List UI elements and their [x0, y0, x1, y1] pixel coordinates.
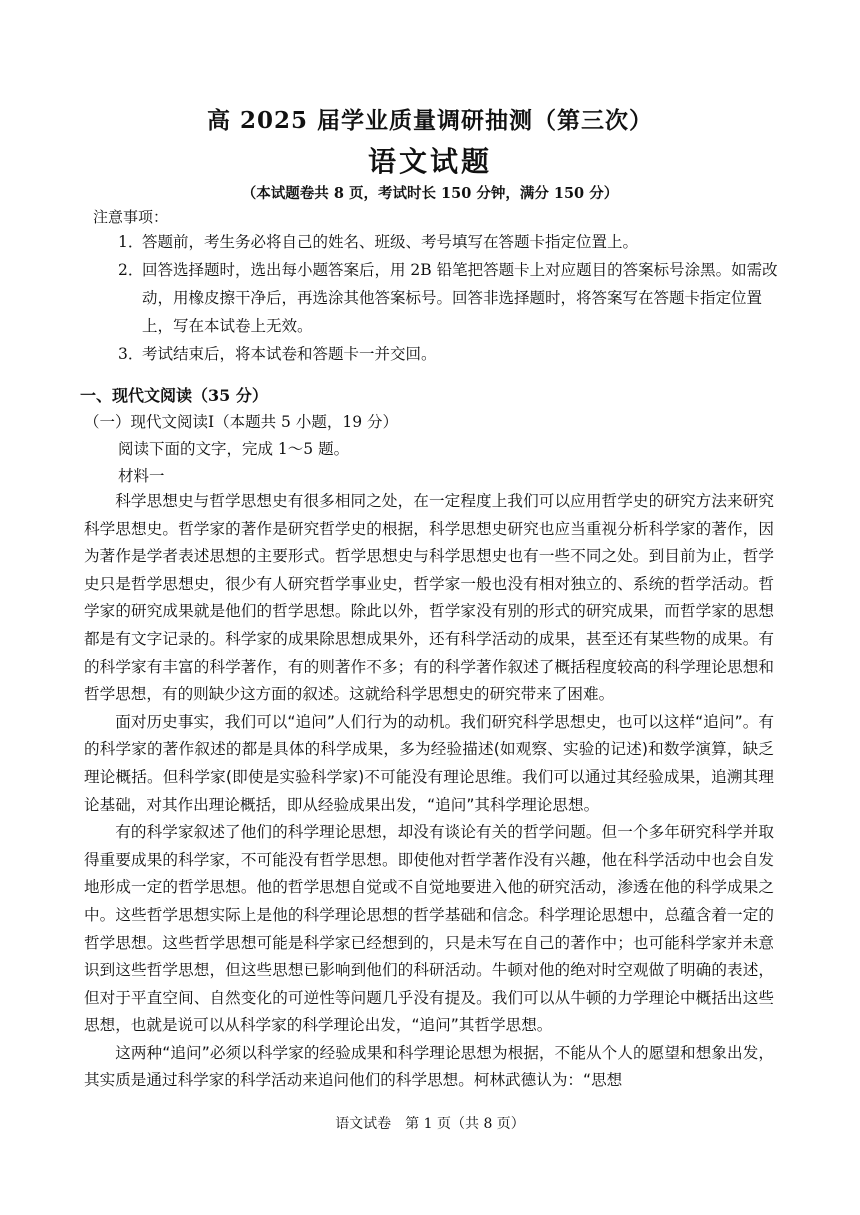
exam-title: 高 2025 届学业质量调研抽测（第三次） [206, 107, 654, 134]
notice-text: 回答选择题时，选出每小题答案后，用 2B 铅笔把答题卡上对应题目的答案标号涂黑。如需改动，用橡皮擦干净后，再选涂其他答案标号。回答非选择题时，将答案写在答题卡指定位置上，写在本试卷上无效。 [142, 261, 778, 335]
section-heading: 一、现代文阅读（35 分） [80, 386, 268, 405]
passage-paragraph: 面对历史事实，我们可以“追问”人们行为的动机。我们研究科学思想史，也可以这样“追问”。有的科学家的著作叙述的都是具体的科学成果，多为经验描述(如观察、实验的记述)和数学演算，缺乏理论概括。但科学家(即使是实验科学家)不可能没有理论思维。我们可以通过其经验成果，追溯其理论基础，对其作出理论概括，即从经验成果出发，“追问”其科学理论思想。 [84, 712, 774, 814]
passage-body [84, 488, 774, 1095]
notice-item [118, 228, 778, 256]
passage-paragraph: 有的科学家叙述了他们的科学理论思想，却没有谈论有关的哲学问题。但一个多年研究科学并取得重要成果的科学家，不可能没有哲学思想。即使他对哲学著作没有兴趣，他在科学活动中也会自发地形成一定的哲学思想。他的哲学思想自觉或不自觉地要进入他的研究活动，渗透在他的科学成果之中。这些哲学思想实际上是他的科学理论思想的哲学基础和信念。科学理论思想中，总蕴含着一定的哲学思想。这些哲学思想可能是科学家已经想到的，只是未写在自己的著作中；也可能科学家并未意识到这些哲学思想，但这些思想已影响到他们的科研活动。牛顿对他的绝对时空观做了明确的表述，但对于平直空间、自然变化的可逆性等问题几乎没有提及。我们可以从牛顿的力学理论中概括出这些思想，也就是说可以从科学家的科学理论出发，“追问”其哲学思想。 [84, 823, 774, 1035]
passage-paragraph: 科学思想史与哲学思想史有很多相同之处，在一定程度上我们可以应用哲学史的研究方法来研究科学思想史。哲学家的著作是研究哲学史的根据，科学思想史研究也应当重视分析科学家的著作，因为著作是学者表述思想的主要形式。哲学思想史与科学思想史也有一些不同之处。到目前为止，哲学史只是哲学思想史，很少有人研究哲学事业史，哲学家一般也没有相对独立的、系统的哲学活动。哲学家的研究成果就是他们的哲学思想。除此以外，哲学家没有别的形式的研究成果，而哲学家的思想都是有文字记录的。科学家的成果除思想成果外，还有科学活动的成果，甚至还有某些物的成果。有的科学家有丰富的科学著作，有的则著作不多；有的科学著作叙述了概括程度较高的科学理论思想和哲学思想，有的则缺少这方面的叙述。这就给科学思想史的研究带来了困难。 [84, 492, 774, 704]
subsection-heading: （一）现代文阅读Ⅰ（本题共 5 小题，19 分） [84, 413, 398, 431]
page-footer: 语文试卷 第 1 页（共 8 页） [335, 1116, 525, 1132]
notice-text: 答题前，考生务必将自己的姓名、班级、考号填写在答题卡指定位置上。 [142, 233, 639, 251]
subject-title: 语文试题 [367, 145, 492, 178]
notice-text: 考试结束后，将本试卷和答题卡一并交回。 [142, 345, 437, 363]
material-label: 材料一 [118, 467, 165, 485]
passage-paragraph: 这两种“追问”必须以科学家的经验成果和科学理论思想为根据，不能从个人的愿望和想象出发，其实质是通过科学家的科学活动来追问他们的科学思想。柯林武德认为：“思想 [84, 1043, 774, 1090]
notice-number: 2． [118, 261, 144, 279]
notice-number: 3． [118, 345, 144, 363]
notice-number: 1． [118, 233, 144, 251]
exam-info: （本试题卷共 8 页，考试时长 150 分钟，满分 150 分） [241, 185, 619, 202]
notice-list [118, 228, 778, 368]
notice-item [118, 256, 778, 340]
reading-instruction: 阅读下面的文字，完成 1～5 题。 [118, 440, 350, 458]
notice-item [118, 340, 778, 368]
notice-heading: 注意事项： [93, 208, 169, 226]
